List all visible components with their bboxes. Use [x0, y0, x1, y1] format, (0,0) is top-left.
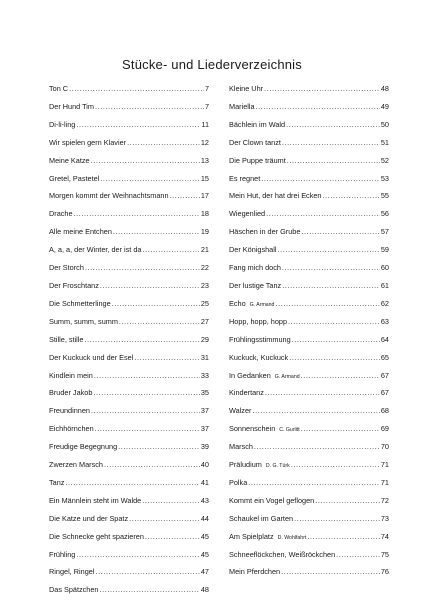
entry-title: Polka	[229, 477, 248, 487]
dot-leader	[95, 424, 200, 433]
toc-entry	[49, 532, 209, 550]
dot-leader	[113, 227, 200, 236]
dot-leader	[291, 460, 380, 469]
dot-leader	[91, 406, 200, 415]
toc-entry	[49, 263, 209, 281]
toc-entry	[229, 174, 389, 192]
entry-title: Stille, stille	[49, 334, 84, 344]
entry-title: Fang mich doch	[229, 263, 281, 273]
dot-leader	[145, 532, 200, 541]
entry-page-number: 19	[200, 227, 209, 237]
dot-leader	[307, 532, 380, 541]
entry-page-number: 44	[200, 513, 209, 523]
entry-page-number: 45	[200, 549, 209, 559]
entry-page-number: 68	[380, 406, 389, 416]
toc-entry	[229, 138, 389, 156]
entry-page-number: 33	[200, 370, 209, 380]
entry-composer: C. Gurlitt	[279, 427, 300, 434]
dot-leader	[142, 245, 199, 254]
entry-page-number: 48	[380, 84, 389, 93]
dot-leader	[112, 299, 200, 308]
dot-leader	[301, 227, 379, 236]
entry-page-number: 49	[380, 101, 389, 111]
dot-leader	[95, 102, 204, 111]
entry-page-number: 70	[380, 442, 389, 452]
entry-page-number: 23	[200, 280, 209, 290]
entry-title: Bächlein im Wald	[229, 119, 286, 129]
entry-page-number: 50	[380, 119, 389, 129]
entry-title: Freudige Begegnung	[49, 442, 118, 452]
toc-entry	[49, 299, 209, 317]
entry-page-number: 47	[200, 567, 209, 577]
dot-leader	[281, 567, 380, 576]
toc-entry	[229, 514, 389, 532]
toc-entry	[49, 371, 209, 389]
entry-page-number: 27	[200, 316, 209, 326]
entry-title: Der lustige Tanz	[229, 280, 282, 290]
entry-page-number: 65	[380, 352, 389, 362]
dot-leader	[287, 156, 380, 165]
toc-entry	[229, 156, 389, 174]
entry-page-number: 18	[200, 209, 209, 219]
toc-left-column	[49, 84, 209, 603]
entry-title: Wiegenlied	[229, 209, 266, 219]
dot-leader	[265, 388, 380, 397]
dot-leader	[100, 585, 200, 594]
entry-page-number: 13	[200, 155, 209, 165]
entry-title: Schaukel im Garten	[229, 513, 294, 523]
entry-page-number: 53	[380, 173, 389, 183]
toc-entry	[229, 550, 389, 568]
entry-title: Der Froschtanz	[49, 280, 99, 290]
entry-title: Schneeflöckchen, Weißröckchen	[229, 549, 336, 559]
dot-leader	[301, 424, 380, 433]
entry-page-number: 11	[201, 119, 209, 129]
toc-entry	[229, 353, 389, 371]
toc-entry	[49, 406, 209, 424]
entry-title: Zwerzen Marsch	[49, 460, 103, 470]
entry-title: Am Spielplatz	[229, 531, 274, 541]
entry-title: Die Katze und der Spatz	[49, 513, 129, 523]
dot-leader	[85, 263, 200, 272]
entry-title: Marsch	[229, 442, 253, 452]
toc-entry	[229, 424, 389, 442]
dot-leader	[76, 120, 200, 129]
entry-page-number: 52	[380, 155, 389, 165]
entry-page-number: 71	[380, 477, 389, 487]
entry-title: Di-li-ling	[49, 119, 76, 129]
entry-page-number: 73	[380, 513, 389, 523]
entry-title: Frühling	[49, 549, 76, 559]
toc-entry	[49, 102, 209, 120]
dot-leader	[289, 353, 380, 362]
toc-entry	[49, 424, 209, 442]
toc-entry	[229, 209, 389, 227]
entry-title: Summ, summ, summ	[49, 316, 118, 326]
entry-title: Morgen kommt der Weihnachtsmann	[49, 191, 169, 201]
entry-page-number: 69	[380, 424, 389, 434]
dot-leader	[248, 478, 380, 487]
dot-leader	[294, 514, 380, 523]
entry-page-number: 57	[380, 227, 389, 237]
toc-entry	[229, 406, 389, 424]
toc-entry	[229, 478, 389, 496]
dot-leader	[76, 550, 200, 559]
dot-leader	[256, 102, 380, 111]
entry-title: Mein Hut, der hat drei Ecken	[229, 191, 322, 201]
dot-leader	[170, 191, 200, 200]
dot-leader	[119, 317, 200, 326]
dot-leader	[288, 317, 380, 326]
toc-entry	[229, 120, 389, 138]
entry-page-number: 67	[380, 388, 389, 398]
entry-page-number: 63	[380, 316, 389, 326]
entry-composer: D. G. Türk	[265, 463, 290, 470]
entry-title: Sonnenschein	[229, 424, 276, 434]
toc-entry	[229, 102, 389, 120]
dot-leader	[69, 84, 204, 93]
dot-leader	[286, 120, 380, 129]
entry-title: Häschen in der Grube	[229, 227, 301, 237]
entry-title: Alle meine Entchen	[49, 227, 112, 237]
entry-page-number: 25	[200, 298, 209, 308]
dot-leader	[74, 209, 200, 218]
entry-page-number: 7	[204, 84, 209, 93]
dot-leader	[127, 138, 200, 147]
toc-entry	[229, 191, 389, 209]
dot-leader	[277, 245, 379, 254]
toc-entry	[229, 317, 389, 335]
entry-page-number: 59	[380, 245, 389, 255]
toc-entry	[49, 209, 209, 227]
dot-leader	[266, 209, 380, 218]
entry-page-number: 48	[200, 585, 209, 595]
toc-entry	[49, 191, 209, 209]
toc-entry	[49, 281, 209, 299]
entry-title: Es regnet	[229, 173, 261, 183]
dot-leader	[84, 335, 199, 344]
toc-entry	[49, 174, 209, 192]
entry-page-number: 60	[380, 263, 389, 273]
entry-title: Echo	[229, 298, 246, 308]
dot-leader	[93, 388, 199, 397]
entry-title: Tanz	[49, 477, 65, 487]
toc-entry	[229, 532, 389, 550]
toc-entry	[49, 335, 209, 353]
toc-entry	[49, 514, 209, 532]
toc-entry	[49, 496, 209, 514]
toc-entry	[229, 281, 389, 299]
entry-page-number: 55	[380, 191, 389, 201]
toc-entry	[229, 263, 389, 281]
toc-entry	[229, 245, 389, 263]
entry-title: A, a, a, der Winter, der ist da	[49, 245, 142, 255]
entry-page-number: 41	[200, 477, 209, 487]
toc-entry	[229, 567, 389, 585]
entry-composer: G. Armand	[249, 301, 275, 308]
dot-leader	[282, 281, 380, 290]
dot-leader	[336, 550, 380, 559]
entry-title: Hopp, hopp, hopp	[229, 316, 288, 326]
entry-title: Die Schmetterlinge	[49, 298, 111, 308]
entry-title: Mariella	[229, 101, 255, 111]
toc-entry	[49, 567, 209, 585]
entry-title: Der Königshall	[229, 245, 277, 255]
entry-page-number: 64	[380, 334, 389, 344]
entry-page-number: 67	[380, 370, 389, 380]
entry-page-number: 21	[200, 245, 209, 255]
toc-right-column	[229, 84, 389, 585]
entry-title: Bruder Jakob	[49, 388, 93, 398]
toc-entry	[49, 317, 209, 335]
toc-entry	[49, 227, 209, 245]
toc-entry	[49, 120, 209, 138]
entry-title: Ringel, Ringel	[49, 567, 95, 577]
entry-page-number: 29	[200, 334, 209, 344]
dot-leader	[118, 442, 200, 451]
dot-leader	[100, 281, 200, 290]
entry-page-number: 15	[200, 173, 209, 183]
entry-page-number: 37	[200, 406, 209, 416]
entry-title: Die Puppe träumt	[229, 155, 286, 165]
entry-title: Der Hund Tim	[49, 101, 95, 111]
entry-page-number: 62	[380, 298, 389, 308]
entry-page-number: 40	[200, 460, 209, 470]
toc-entry	[229, 371, 389, 389]
toc-entry	[229, 388, 389, 406]
dot-leader	[301, 371, 380, 380]
toc-entry	[49, 156, 209, 174]
entry-title: Kindlein mein	[49, 370, 93, 380]
toc-entry	[49, 138, 209, 156]
entry-page-number: 72	[380, 495, 389, 505]
toc-entry	[49, 460, 209, 478]
dot-leader	[104, 460, 200, 469]
entry-page-number: 74	[380, 531, 389, 541]
entry-page-number: 17	[200, 191, 209, 201]
dot-leader	[261, 174, 380, 183]
dot-leader	[134, 353, 200, 362]
dot-leader	[315, 496, 380, 505]
entry-composer: G. Armand	[274, 373, 300, 380]
dot-leader	[94, 371, 200, 380]
entry-page-number: 43	[200, 495, 209, 505]
entry-title: Kuckuck, Kuckuck	[229, 352, 289, 362]
toc-entry	[49, 550, 209, 568]
dot-leader	[91, 156, 200, 165]
entry-title: Kindertanz	[229, 388, 264, 398]
dot-leader	[100, 174, 200, 183]
toc-entry	[229, 442, 389, 460]
toc-entry	[49, 585, 209, 603]
entry-title: Frühlingsstimmung	[229, 334, 291, 344]
page-title: Stücke- und Liederverzeichnis	[122, 57, 302, 72]
entry-page-number: 61	[380, 280, 389, 290]
entry-title: Meine Katze	[49, 155, 90, 165]
entry-title: Ton C	[49, 84, 69, 93]
dot-leader	[322, 191, 379, 200]
entry-title: Mein Pferdchen	[229, 567, 281, 577]
entry-title: Der Clown tanzt	[229, 137, 281, 147]
dot-leader	[264, 84, 380, 93]
toc-entry	[229, 496, 389, 514]
toc-entry	[49, 353, 209, 371]
entry-page-number: 71	[380, 460, 389, 470]
dot-leader	[292, 335, 380, 344]
dot-leader	[65, 478, 199, 487]
entry-title: Das Spätzchen	[49, 585, 99, 595]
entry-title: Wir spielen gern Klavier	[49, 137, 127, 147]
dot-leader	[95, 567, 199, 576]
toc-entry	[49, 245, 209, 263]
entry-page-number: 51	[380, 137, 389, 147]
toc-entry	[49, 442, 209, 460]
entry-page-number: 39	[200, 442, 209, 452]
entry-page-number: 12	[200, 137, 209, 147]
toc-entry	[49, 84, 209, 102]
toc-entry	[229, 84, 389, 102]
dot-leader	[282, 138, 380, 147]
entry-page-number: 22	[200, 263, 209, 273]
entry-title: Der Kuckuck und der Esel	[49, 352, 134, 362]
dot-leader	[129, 514, 200, 523]
entry-page-number: 75	[380, 549, 389, 559]
entry-title: Drache	[49, 209, 73, 219]
entry-page-number: 45	[200, 531, 209, 541]
entry-composer: D. Wohlfahrt	[277, 534, 307, 541]
entry-page-number: 76	[380, 567, 389, 577]
entry-title: Freundinnen	[49, 406, 90, 416]
entry-page-number: 7	[204, 101, 209, 111]
entry-title: Eichhörnchen	[49, 424, 94, 434]
entry-page-number: 37	[200, 424, 209, 434]
entry-title: Der Storch	[49, 263, 84, 273]
entry-title: Ein Männlein steht im Walde	[49, 495, 142, 505]
dot-leader	[275, 299, 379, 308]
toc-entry	[229, 299, 389, 317]
toc-entry	[49, 388, 209, 406]
entry-title: Die Schnecke geht spazieren	[49, 531, 144, 541]
entry-title: Kleine Uhr	[229, 84, 264, 93]
toc-entry	[229, 460, 389, 478]
entry-title: Präludium	[229, 460, 262, 470]
toc-entry	[49, 478, 209, 496]
toc-entry	[229, 335, 389, 353]
entry-page-number: 35	[200, 388, 209, 398]
entry-page-number: 31	[200, 352, 209, 362]
dot-leader	[142, 496, 200, 505]
entry-title: Kommt ein Vogel geflogen	[229, 495, 315, 505]
dot-leader	[252, 406, 379, 415]
toc-entry	[229, 227, 389, 245]
entry-title: In Gedanken	[229, 370, 271, 380]
entry-title: Gretel, Pastetel	[49, 173, 100, 183]
dot-leader	[282, 263, 380, 272]
dot-leader	[254, 442, 380, 451]
entry-title: Walzer	[229, 406, 252, 416]
entry-page-number: 56	[380, 209, 389, 219]
